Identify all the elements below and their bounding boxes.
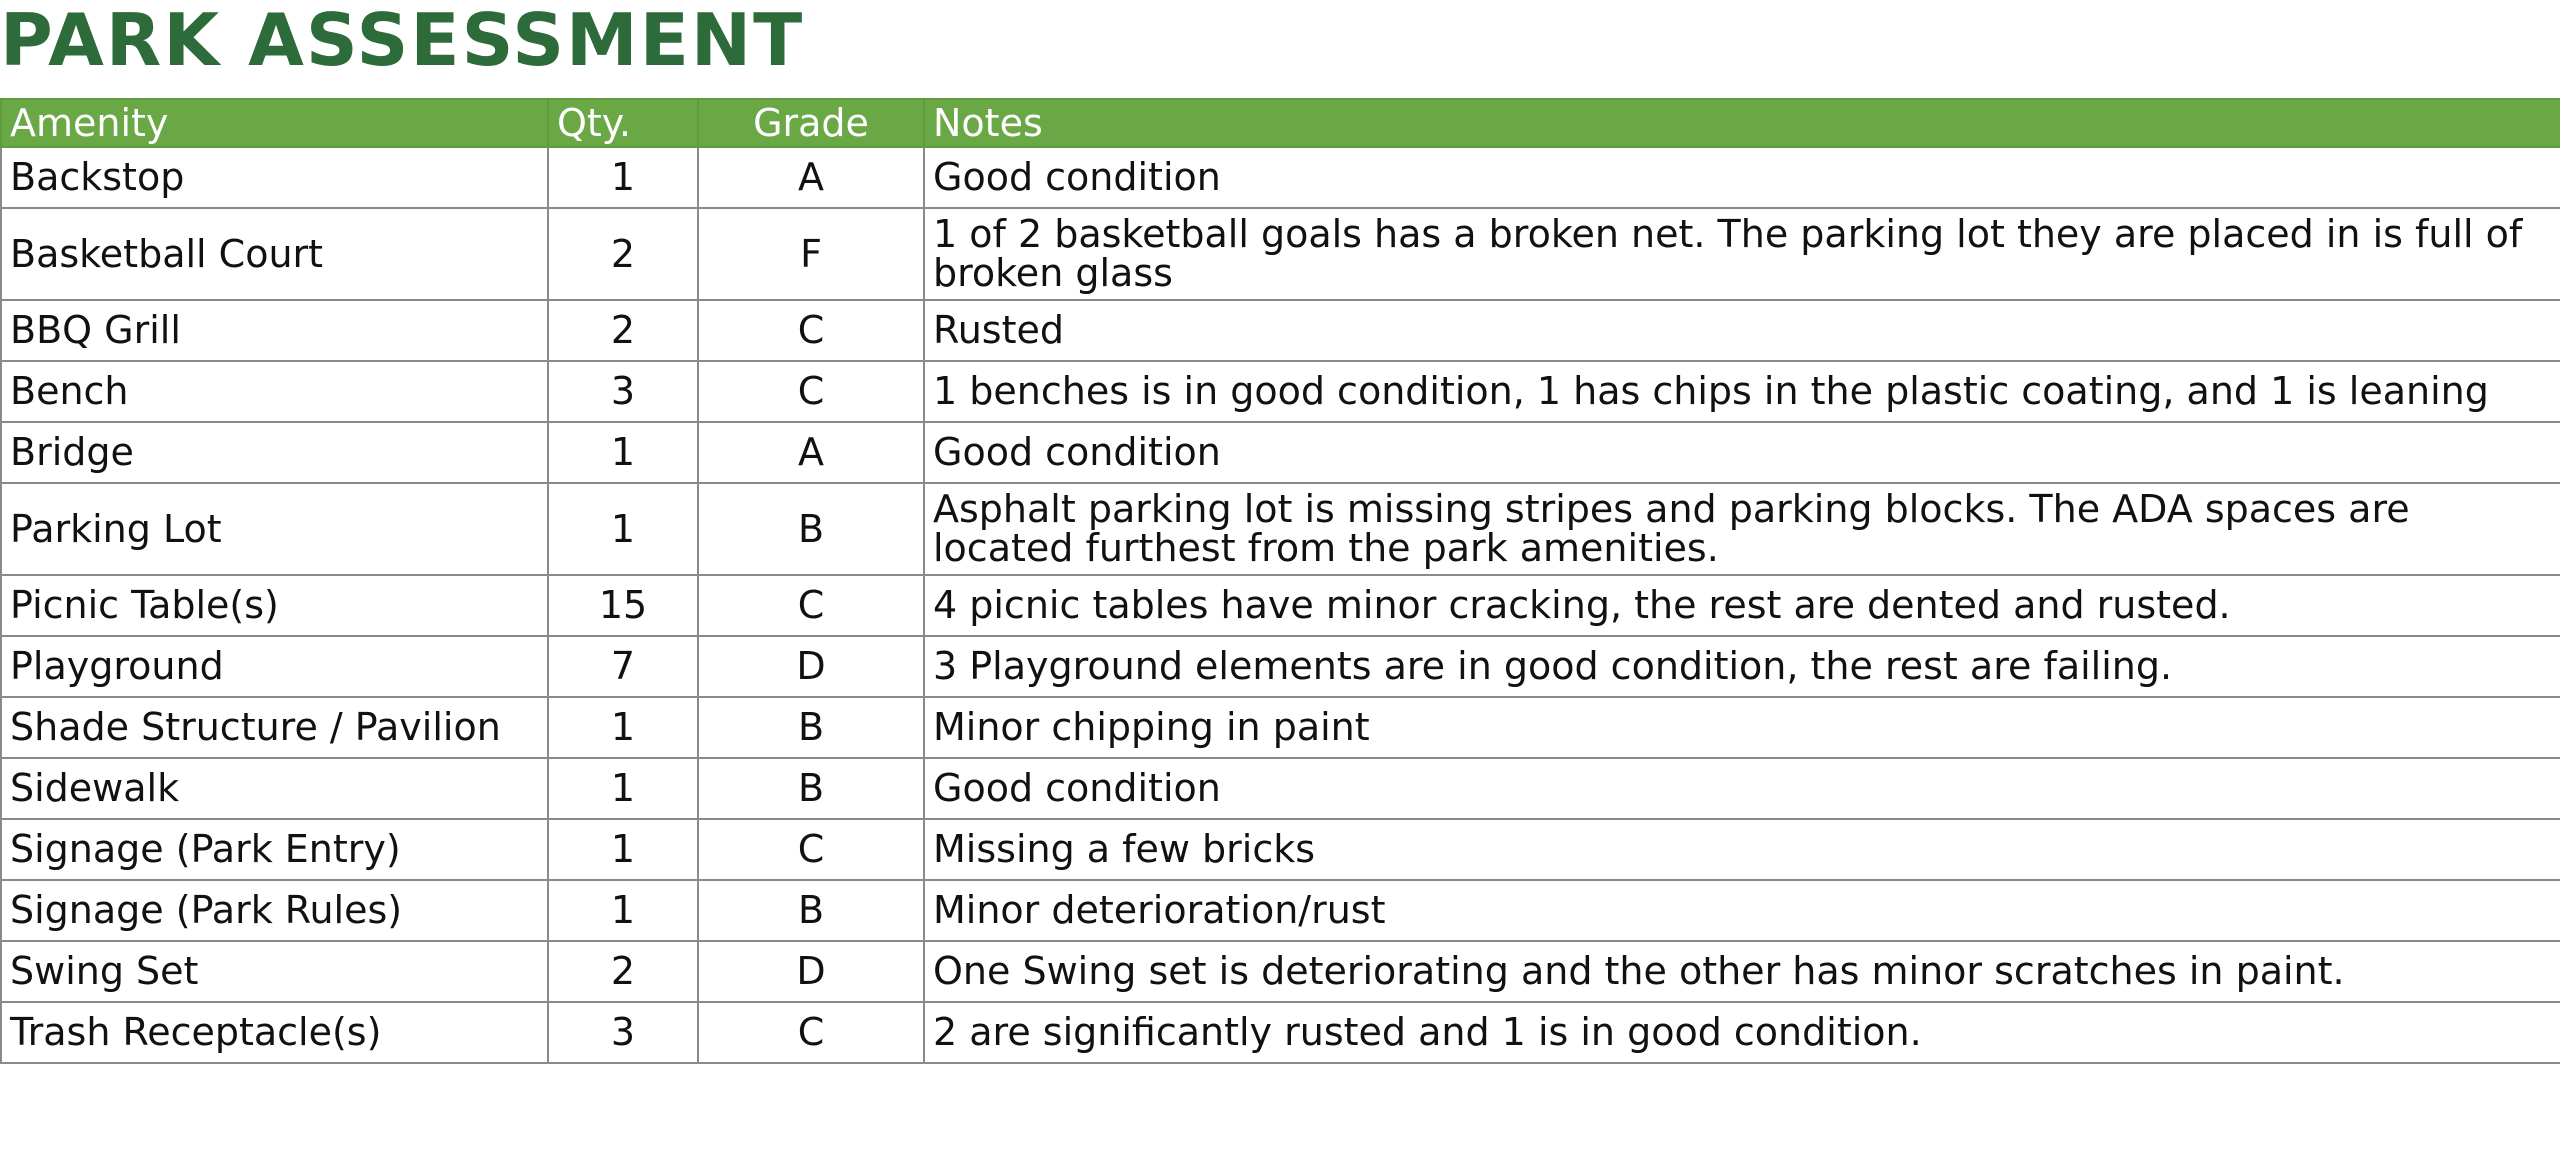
- cell-notes: Good condition: [924, 422, 2560, 483]
- cell-qty: 1: [548, 880, 698, 941]
- cell-notes: Minor chipping in paint: [924, 697, 2560, 758]
- cell-grade: F: [698, 208, 924, 300]
- cell-qty: 1: [548, 422, 698, 483]
- header-grade: Grade: [698, 99, 924, 147]
- cell-amenity: Backstop: [1, 147, 548, 208]
- cell-grade: A: [698, 147, 924, 208]
- cell-amenity: Picnic Table(s): [1, 575, 548, 636]
- cell-amenity: Swing Set: [1, 941, 548, 1002]
- cell-amenity: Bridge: [1, 422, 548, 483]
- assessment-table-container: [0, 98, 2560, 1064]
- table-row: [1, 575, 2560, 636]
- table-row: [1, 300, 2560, 361]
- table-row: [1, 758, 2560, 819]
- cell-amenity: Sidewalk: [1, 758, 548, 819]
- cell-notes: Good condition: [924, 758, 2560, 819]
- page-title: PARK ASSESSMENT: [0, 0, 805, 82]
- cell-amenity: Basketball Court: [1, 208, 548, 300]
- table-row: [1, 636, 2560, 697]
- cell-notes: Asphalt parking lot is missing stripes and parking blocks. The ADA spaces are located furthest from the park amenities.: [924, 483, 2560, 575]
- cell-qty: 3: [548, 1002, 698, 1063]
- cell-grade: C: [698, 1002, 924, 1063]
- header-amenity: Amenity: [1, 99, 548, 147]
- cell-grade: B: [698, 697, 924, 758]
- cell-notes: 1 of 2 basketball goals has a broken net. The parking lot they are placed in is full of broken glass: [924, 208, 2560, 300]
- cell-grade: C: [698, 300, 924, 361]
- table-row: [1, 941, 2560, 1002]
- cell-grade: B: [698, 483, 924, 575]
- cell-notes: 4 picnic tables have minor cracking, the rest are dented and rusted.: [924, 575, 2560, 636]
- cell-grade: D: [698, 941, 924, 1002]
- table-row: [1, 147, 2560, 208]
- cell-qty: 2: [548, 300, 698, 361]
- cell-grade: B: [698, 758, 924, 819]
- cell-grade: A: [698, 422, 924, 483]
- cell-notes: 1 benches is in good condition, 1 has chips in the plastic coating, and 1 is leaning: [924, 361, 2560, 422]
- cell-notes: Missing a few bricks: [924, 819, 2560, 880]
- cell-qty: 1: [548, 697, 698, 758]
- assessment-table: [0, 98, 2560, 1064]
- header-notes: Notes: [924, 99, 2560, 147]
- cell-amenity: Bench: [1, 361, 548, 422]
- table-row: [1, 1002, 2560, 1063]
- cell-qty: 3: [548, 361, 698, 422]
- cell-qty: 7: [548, 636, 698, 697]
- cell-qty: 1: [548, 758, 698, 819]
- cell-notes: Rusted: [924, 300, 2560, 361]
- cell-grade: C: [698, 361, 924, 422]
- table-row: [1, 361, 2560, 422]
- cell-grade: C: [698, 819, 924, 880]
- cell-qty: 1: [548, 819, 698, 880]
- cell-notes: 3 Playground elements are in good condition, the rest are failing.: [924, 636, 2560, 697]
- table-row: [1, 483, 2560, 575]
- cell-qty: 15: [548, 575, 698, 636]
- cell-amenity: Shade Structure / Pavilion: [1, 697, 548, 758]
- table-header-row: [1, 99, 2560, 147]
- table-row: [1, 697, 2560, 758]
- cell-qty: 2: [548, 941, 698, 1002]
- cell-amenity: BBQ Grill: [1, 300, 548, 361]
- cell-amenity: Signage (Park Rules): [1, 880, 548, 941]
- cell-notes: Minor deterioration/rust: [924, 880, 2560, 941]
- header-qty: Qty.: [548, 99, 698, 147]
- cell-qty: 1: [548, 483, 698, 575]
- cell-amenity: Parking Lot: [1, 483, 548, 575]
- cell-amenity: Signage (Park Entry): [1, 819, 548, 880]
- cell-notes: One Swing set is deteriorating and the other has minor scratches in paint.: [924, 941, 2560, 1002]
- cell-grade: C: [698, 575, 924, 636]
- cell-amenity: Playground: [1, 636, 548, 697]
- cell-grade: B: [698, 880, 924, 941]
- cell-qty: 1: [548, 147, 698, 208]
- cell-amenity: Trash Receptacle(s): [1, 1002, 548, 1063]
- table-row: [1, 422, 2560, 483]
- cell-notes: 2 are significantly rusted and 1 is in good condition.: [924, 1002, 2560, 1063]
- cell-notes: Good condition: [924, 147, 2560, 208]
- cell-grade: D: [698, 636, 924, 697]
- table-row: [1, 880, 2560, 941]
- cell-qty: 2: [548, 208, 698, 300]
- table-row: [1, 208, 2560, 300]
- table-row: [1, 819, 2560, 880]
